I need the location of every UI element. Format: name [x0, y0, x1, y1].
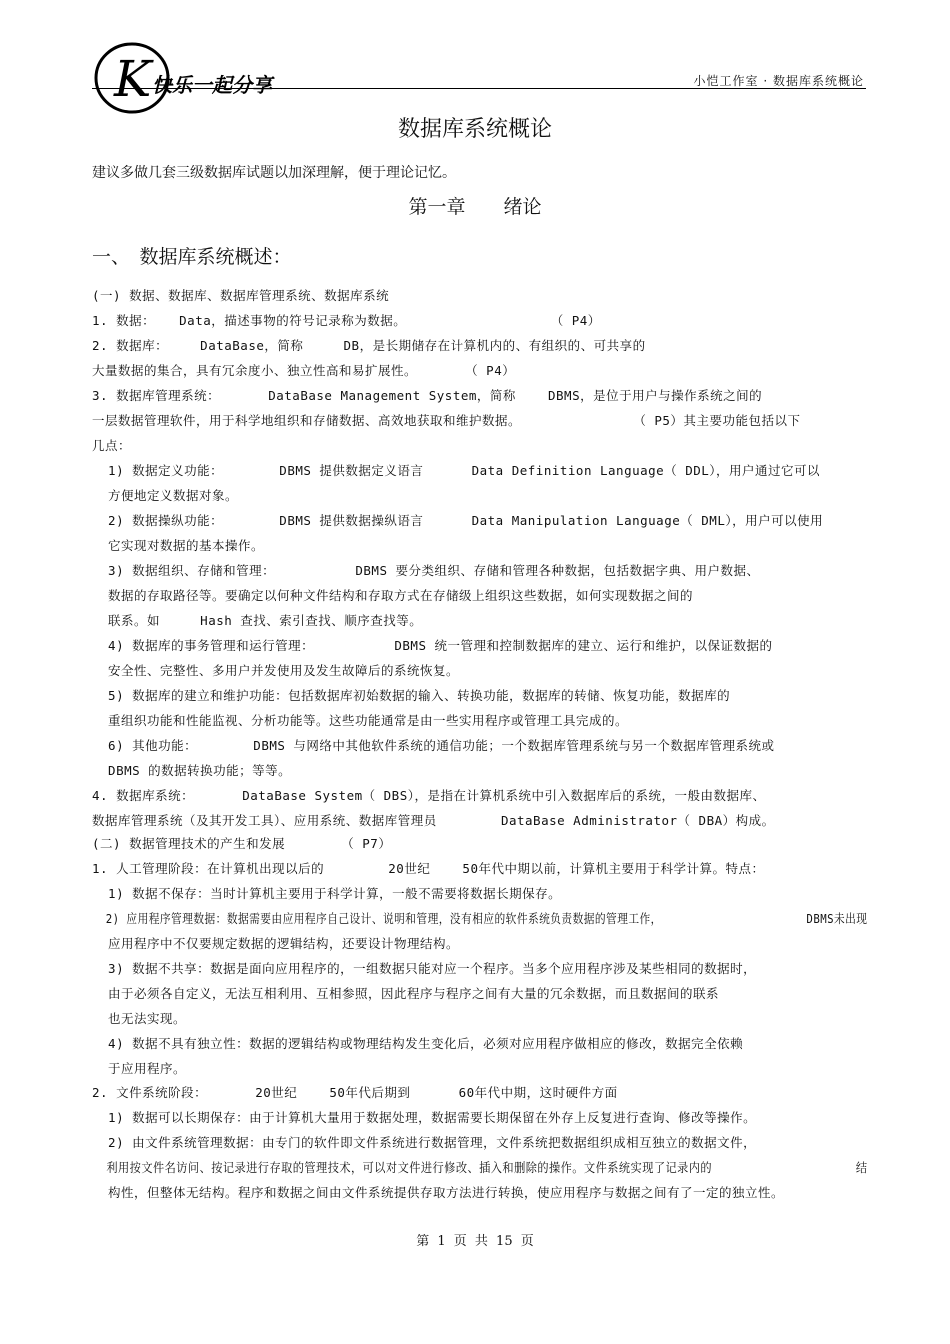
body-line: 也无法实现。 [92, 1011, 187, 1026]
body-line: (二) 数据管理技术的产生和发展 （ P7） [92, 836, 392, 851]
body-line: 大量数据的集合，具有冗余度小、独立性高和易扩展性。 （ P4） [92, 363, 516, 378]
header-rule [92, 88, 866, 89]
section-heading: 一、 数据库系统概述： [92, 246, 292, 268]
body-line: 利用按文件名访问、按记录进行存取的管理技术，可以对文件进行修改、插入和删除的操作。文件系统实现了记录内的 结 [92, 1160, 868, 1175]
body-line: 3) 数据组织、存储和管理： DBMS 要分类组织、存储和管理各种数据，包括数据字典、用户数据、 [92, 563, 760, 578]
body-line: 构性，但整体无结构。程序和数据之间由文件系统提供存取方法进行转换，使应用程序与数据之间有了一定的独立性。 [92, 1185, 785, 1200]
body-line: 于应用程序。 [92, 1061, 187, 1076]
body-line: 4. 数据库系统： DataBase System（ DBS），是指在计算机系统中引入数据库后的系统，一般由数据库、 [92, 788, 766, 803]
body-line: (一) 数据、数据库、数据库管理系统、数据库系统 [92, 288, 390, 303]
body-line: 4) 数据不具有独立性：数据的逻辑结构或物理结构发生变化后，必须对应用程序做相应的修改，数据完全依赖 [92, 1036, 744, 1051]
header-right-text: 小恺工作室 · 数据库系统概论 [693, 74, 864, 88]
body-line: 1. 人工管理阶段：在计算机出现以后的 20世纪 50年代中期以前，计算机主要用于科学计算。特点： [92, 861, 765, 876]
body-line: 1) 数据可以长期保存：由于计算机大量用于数据处理，数据需要长期保留在外存上反复进行查询、修改等操作。 [92, 1110, 757, 1125]
body-line: 2) 由文件系统管理数据：由专门的软件即文件系统进行数据管理，文件系统把数据组织成相互独立的数据文件， [92, 1135, 757, 1150]
logo [92, 40, 282, 120]
body-line: 方便地定义数据对象。 [92, 488, 239, 503]
body-line: DBMS 的数据转换功能；等等。 [92, 763, 292, 778]
page-footer: 第 1 页 共 15 页 [416, 1234, 534, 1249]
body-line: 5) 数据库的建立和维护功能：包括数据库初始数据的输入、转换功能，数据库的转储、恢复功能，数据库的 [92, 688, 731, 703]
body-line: 它实现对数据的基本操作。 [92, 538, 265, 553]
body-line: 3. 数据库管理系统： DataBase Management System，简称 DBMS，是位于用户与操作系统之间的 [92, 388, 763, 403]
body-line: 2) 数据操纵功能： DBMS 提供数据操纵语言 Data Manipulation Language（ DML），用户可以使用 [92, 513, 824, 528]
body-line: 由于必须各自定义，无法互相利用、互相参照，因此程序与程序之间有大量的冗余数据，而且数据间的联系 [92, 986, 720, 1001]
body-line: 几点： [92, 438, 132, 453]
body-line: 4) 数据库的事务管理和运行管理： DBMS 统一管理和控制数据库的建立、运行和维护，以保证数据的 [92, 638, 773, 653]
page-title: 数据库系统概论 [397, 117, 552, 142]
body-line: 1. 数据： Data，描述事物的符号记录称为数据。 （ P4） [92, 313, 601, 328]
body-line: 应用程序中不仅要规定数据的逻辑结构，还要设计物理结构。 [92, 936, 460, 951]
body-line: 联系。如 Hash 查找、索引查找、顺序查找等。 [92, 613, 423, 628]
logo-letter: K [114, 50, 152, 108]
body-line: 2. 数据库： DataBase，简称 DB，是长期储存在计算机内的、有组织的、可共享的 [92, 338, 646, 353]
advice-text: 建议多做几套三级数据库试题以加深理解，便于理论记忆。 [92, 165, 456, 181]
logo-text: 快乐一起分享 [152, 73, 272, 97]
body-line: 数据库管理系统（及其开发工具）、应用系统、数据库管理员 DataBase Administrator（ DBA）构成。 [92, 813, 775, 828]
body-line: 6) 其他功能： DBMS 与网络中其他软件系统的通信功能；一个数据库管理系统与另一个数据库管理系统或 [92, 738, 775, 753]
body-line: 1) 数据不保存：当时计算机主要用于科学计算，一般不需要将数据长期保存。 [92, 886, 562, 901]
body-line: 数据的存取路径等。要确定以何种文件结构和存取方式在存储级上组织这些数据，如何实现数据之间的 [92, 588, 694, 603]
chapter-heading: 第一章 绪论 [408, 196, 542, 218]
body-line: 安全性、完整性、多用户并发使用及发生故障后的系统恢复。 [92, 663, 460, 678]
body-line: 3) 数据不共享：数据是面向应用程序的，一组数据只能对应一个程序。当多个应用程序涉及某些相同的数据时， [92, 961, 757, 976]
body-line: 2) 应用程序管理数据：数据需要由应用程序自己设计、说明和管理，没有相应的软件系统负责数据的管理工作， DBMS未出现 [92, 911, 868, 926]
body-line: 重组织功能和性能监视、分析功能等。这些功能通常是由一些实用程序或管理工具完成的。 [92, 713, 629, 728]
body-line: 2. 文件系统阶段： 20世纪 50年代后期到 60年代中期，这时硬件方面 [92, 1085, 618, 1100]
body-line: 一层数据管理软件，用于科学地组织和存储数据、高效地获取和维护数据。 （ P5）其主要功能包括以下 [92, 413, 801, 428]
body-line: 1) 数据定义功能： DBMS 提供数据定义语言 Data Definition Language（ DDL），用户通过它可以 [92, 463, 821, 478]
